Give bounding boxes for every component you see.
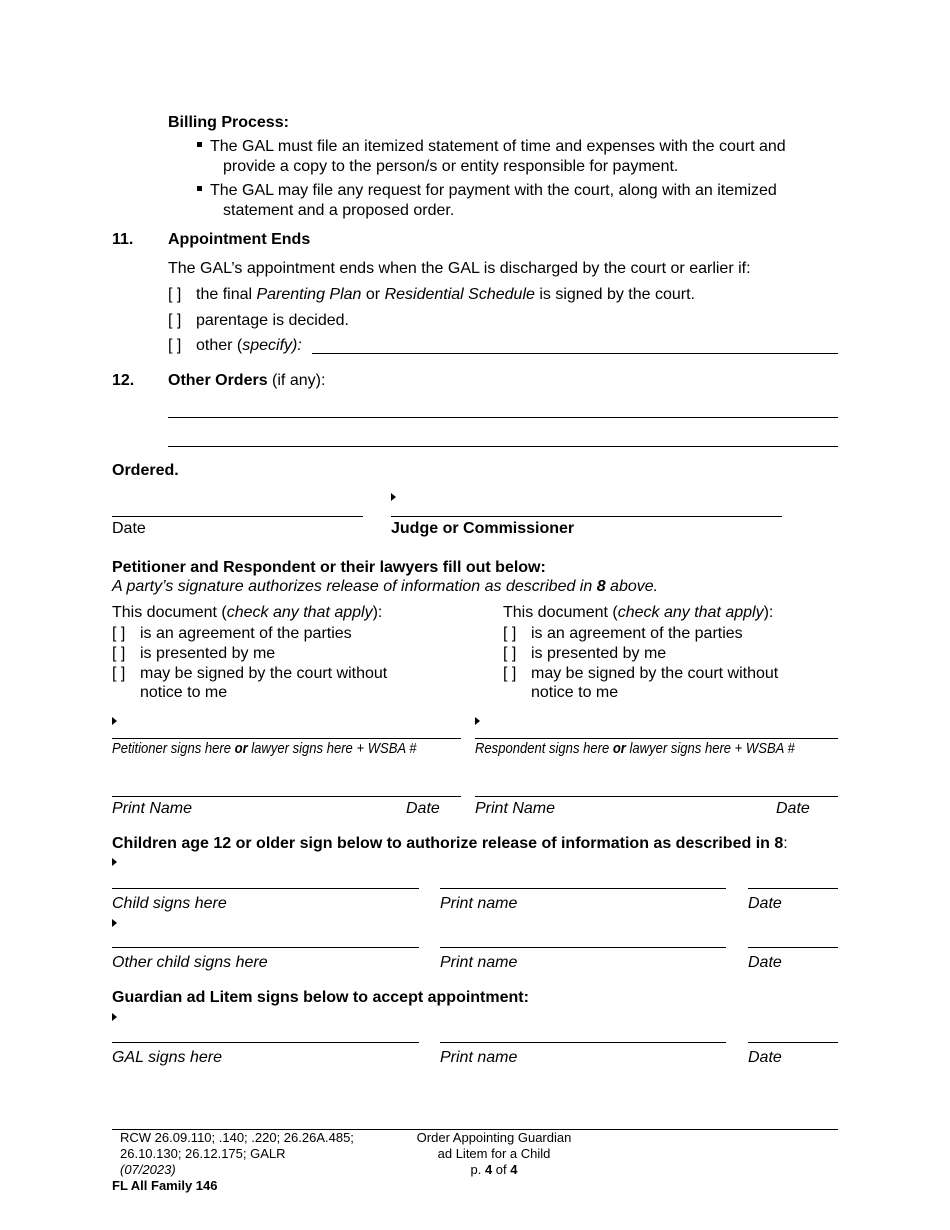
child-signature-line[interactable] — [112, 888, 419, 889]
other-specify-line[interactable] — [312, 353, 838, 354]
gal-date-line[interactable] — [748, 1042, 838, 1043]
footer-rcw-line1: RCW 26.09.110; .140; .220; 26.26A.485; — [120, 1130, 354, 1145]
sign-arrow-icon — [112, 1013, 117, 1021]
respondent-document-label: This document (check any that apply): — [503, 604, 774, 621]
billing-bullet-2-line2: statement and a proposed order. — [223, 202, 455, 219]
parties-subheading: A party’s signature authorizes release of information as described in 8 above. — [112, 578, 659, 595]
respondent-print-name-label: Print Name — [475, 800, 556, 817]
child-signs-label: Child signs here — [112, 895, 227, 912]
respondent-checkbox-agreement[interactable]: [ ] — [503, 625, 517, 642]
other-child-date-label: Date — [748, 954, 782, 971]
judge-label: Judge or Commissioner — [391, 520, 575, 537]
respondent-checkbox-presented[interactable]: [ ] — [503, 645, 517, 662]
respondent-signature-label: Respondent signs here or lawyer signs here + WSBA # — [475, 741, 795, 757]
respondent-option-signed-2: notice to me — [531, 684, 619, 701]
respondent-option-signed-1: may be signed by the court without — [531, 665, 779, 682]
bullet-icon — [197, 186, 202, 191]
petitioner-option-presented: is presented by me — [140, 645, 276, 662]
other-child-signs-label: Other child signs here — [112, 954, 268, 971]
petitioner-checkbox-signed[interactable]: [ ] — [112, 665, 126, 682]
respondent-signature-line[interactable] — [475, 738, 838, 739]
petitioner-option-signed-1: may be signed by the court without — [140, 665, 388, 682]
section-11-intro: The GAL’s appointment ends when the GAL is discharged by the court or earlier if: — [168, 260, 751, 277]
section-12-title: Other Orders (if any): — [168, 372, 326, 389]
children-heading: Children age 12 or older sign below to authorize release of information as described in 8: — [112, 835, 788, 852]
section-11-title: Appointment Ends — [168, 231, 311, 248]
gal-print-name-label: Print name — [440, 1049, 518, 1066]
petitioner-document-label: This document (check any that apply): — [112, 604, 383, 621]
sign-arrow-icon — [112, 919, 117, 927]
petitioner-option-signed-2: notice to me — [140, 684, 228, 701]
footer-form-id: FL All Family 146 — [112, 1178, 218, 1193]
gal-signs-label: GAL signs here — [112, 1049, 222, 1066]
child-date-label: Date — [748, 895, 782, 912]
sign-arrow-icon — [475, 717, 480, 725]
other-child-print-name-label: Print name — [440, 954, 518, 971]
section-12-number: 12. — [112, 372, 135, 389]
petitioner-signature-label: Petitioner signs here or lawyer signs here + WSBA # — [112, 741, 417, 757]
gal-signature-line[interactable] — [112, 1042, 419, 1043]
checkbox-parentage[interactable]: [ ] — [168, 312, 182, 329]
option-parentage: parentage is decided. — [196, 312, 349, 329]
other-child-date-line[interactable] — [748, 947, 838, 948]
respondent-date-label: Date — [776, 800, 810, 817]
petitioner-checkbox-presented[interactable]: [ ] — [112, 645, 126, 662]
footer-rcw-line2: 26.10.130; 26.12.175; GALR — [120, 1146, 286, 1161]
gal-heading: Guardian ad Litem signs below to accept appointment: — [112, 989, 529, 1006]
sign-arrow-icon — [391, 493, 396, 501]
section-11-number: 11. — [112, 231, 134, 248]
ordered-date-label: Date — [112, 520, 146, 537]
gal-print-name-line[interactable] — [440, 1042, 726, 1043]
petitioner-option-agreement: is an agreement of the parties — [140, 625, 352, 642]
child-print-name-line[interactable] — [440, 888, 726, 889]
petitioner-print-name-line[interactable] — [112, 796, 461, 797]
petitioner-print-name-label: Print Name — [112, 800, 193, 817]
footer-title-line1: Order Appointing Guardian — [416, 1130, 572, 1145]
parties-heading: Petitioner and Respondent or their lawyers fill out below: — [112, 559, 546, 576]
billing-heading: Billing Process: — [168, 114, 289, 131]
respondent-print-name-line[interactable] — [475, 796, 838, 797]
child-print-name-label: Print name — [440, 895, 518, 912]
billing-bullet-2-line1: The GAL may file any request for payment with the court, along with an itemized — [210, 182, 777, 199]
respondent-option-agreement: is an agreement of the parties — [531, 625, 743, 642]
footer-title-line2: ad Litem for a Child — [437, 1146, 551, 1161]
ordered-heading: Ordered. — [112, 462, 179, 479]
bullet-icon — [197, 142, 202, 147]
footer-version: (07/2023) — [120, 1162, 176, 1177]
sign-arrow-icon — [112, 717, 117, 725]
checkbox-final-plan[interactable]: [ ] — [168, 286, 182, 303]
respondent-checkbox-signed[interactable]: [ ] — [503, 665, 517, 682]
ordered-date-line[interactable] — [112, 516, 363, 517]
petitioner-date-label: Date — [406, 800, 440, 817]
sign-arrow-icon — [112, 858, 117, 866]
other-child-signature-line[interactable] — [112, 947, 419, 948]
billing-bullet-1-line1: The GAL must file an itemized statement of time and expenses with the court and — [210, 138, 786, 155]
option-final-plan: the final Parenting Plan or Residential Schedule is signed by the court. — [196, 286, 695, 303]
other-orders-line-1[interactable] — [168, 417, 838, 418]
gal-date-label: Date — [748, 1049, 782, 1066]
petitioner-signature-line[interactable] — [112, 738, 461, 739]
option-other: other (specify): — [196, 337, 302, 354]
child-date-line[interactable] — [748, 888, 838, 889]
petitioner-checkbox-agreement[interactable]: [ ] — [112, 625, 126, 642]
other-orders-line-2[interactable] — [168, 446, 838, 447]
footer-page-number: p. 4 of 4 — [470, 1162, 518, 1177]
other-child-print-name-line[interactable] — [440, 947, 726, 948]
billing-bullet-1-line2: provide a copy to the person/s or entity responsible for payment. — [223, 158, 679, 175]
judge-signature-line[interactable] — [391, 516, 782, 517]
respondent-option-presented: is presented by me — [531, 645, 667, 662]
checkbox-other[interactable]: [ ] — [168, 337, 182, 354]
